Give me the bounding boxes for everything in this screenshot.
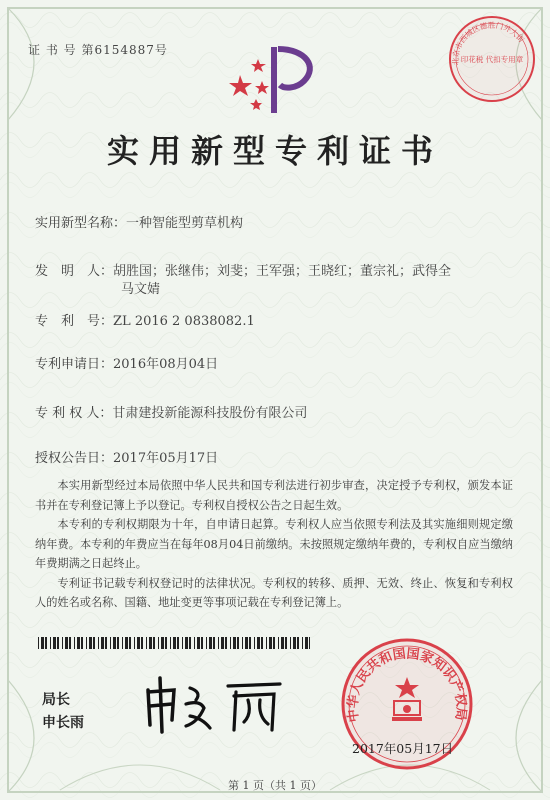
patent-number-value: ZL 2016 2 0838082.1	[113, 314, 255, 329]
seal-text: 中华人民共和国国家知识产权局	[345, 646, 469, 723]
inventor-row	[35, 260, 451, 279]
grant-date-label: 授权公告日：	[35, 451, 114, 466]
director-signature	[140, 670, 290, 740]
stamp-duty-seal-inner: 印花税 代扣专用章	[460, 55, 524, 64]
barcode-bar	[101, 637, 104, 649]
barcode-bar	[194, 637, 195, 649]
utility-model-name-row	[35, 212, 243, 231]
grant-date-row	[35, 447, 218, 466]
barcode-bar	[53, 637, 56, 649]
body-paragraph-2: 本专利的专利权期限为十年，自申请日起算。专利权人应当依照专利法及其实施细则规定缴纳年费。本专利的年费应当在每年08月04日前缴纳。未按照规定缴纳年费的，专利权自应当缴纳年费期满之日起终止。	[35, 518, 513, 570]
barcode-bar	[297, 637, 299, 649]
barcode-bar	[242, 637, 243, 649]
barcode-bar	[125, 637, 128, 649]
barcode-bar	[93, 637, 95, 649]
barcode-bar	[233, 637, 236, 649]
barcode-bar	[38, 637, 39, 649]
certificate-body	[35, 476, 513, 613]
grant-date-value: 2017年05月17日	[113, 451, 219, 466]
barcode-bar	[290, 637, 291, 649]
barcode-bar	[237, 637, 239, 649]
barcode-bar	[218, 637, 219, 649]
barcode-bar	[249, 637, 251, 649]
director-name: 申长雨	[42, 715, 84, 731]
body-paragraph-1: 本实用新型经过本局依照中华人民共和国专利法进行初步审查，决定授予专利权，颁发本证书并在专利登记簿上予以登记。专利权自授权公告之日起生效。	[35, 479, 513, 512]
barcode-bar	[266, 637, 267, 649]
barcode-bar	[201, 637, 203, 649]
barcode-bar	[273, 637, 275, 649]
stamp-duty-seal	[447, 14, 537, 104]
barcode-bar	[182, 637, 183, 649]
body-paragraph-3: 专利证书记载专利权登记时的法律状况。专利权的转移、质押、无效、终止、恢复和专利权人的姓名或名称、国籍、地址变更等事项记载在专利登记簿上。	[35, 576, 513, 609]
barcode	[38, 637, 310, 649]
utility-model-name-label: 实用新型名称：	[35, 216, 127, 231]
barcode-bar	[177, 637, 179, 649]
barcode-bar	[74, 637, 75, 649]
barcode-bar	[170, 637, 171, 649]
barcode-bar	[213, 637, 215, 649]
barcode-bar	[278, 637, 279, 649]
patent-number-row	[35, 310, 255, 329]
barcode-bar	[197, 637, 200, 649]
barcode-bar	[134, 637, 135, 649]
cnipa-logo	[226, 45, 326, 115]
barcode-bar	[153, 637, 155, 649]
barcode-bar	[254, 637, 255, 649]
barcode-bar	[81, 637, 83, 649]
barcode-bar	[158, 637, 159, 649]
barcode-bar	[161, 637, 164, 649]
filing-date-row	[35, 353, 218, 372]
filing-date-value: 2016年08月04日	[113, 357, 219, 372]
barcode-bar	[117, 637, 119, 649]
inventor-label: 发 明 人：	[35, 264, 114, 279]
barcode-bar	[165, 637, 167, 649]
inventor-value-continued: 马文婧	[121, 282, 161, 297]
barcode-bar	[86, 637, 87, 649]
barcode-bar	[105, 637, 107, 649]
barcode-bar	[41, 637, 44, 649]
patentee-label: 专 利 权 人：	[35, 406, 113, 421]
barcode-bar	[261, 637, 263, 649]
barcode-bar	[141, 637, 143, 649]
barcode-bar	[113, 637, 116, 649]
barcode-bar	[293, 637, 296, 649]
barcode-bar	[57, 637, 59, 649]
barcode-bar	[50, 637, 51, 649]
certificate-title: 实用新型专利证书	[106, 132, 443, 170]
barcode-bar	[269, 637, 272, 649]
filing-date-label: 专利申请日：	[35, 357, 114, 372]
barcode-bar	[309, 637, 310, 649]
barcode-bar	[146, 637, 147, 649]
barcode-bar	[122, 637, 123, 649]
barcode-bar	[129, 637, 131, 649]
barcode-bar	[65, 637, 68, 649]
barcode-bar	[185, 637, 188, 649]
patentee-row	[35, 402, 307, 421]
barcode-bar	[302, 637, 303, 649]
barcode-bar	[206, 637, 207, 649]
barcode-bar	[230, 637, 231, 649]
barcode-bar	[98, 637, 99, 649]
page-footer: 第 1 页（共 1 页）	[228, 779, 322, 792]
utility-model-name-value: 一种智能型剪草机构	[126, 216, 244, 231]
barcode-bar	[245, 637, 248, 649]
barcode-bar	[62, 637, 63, 649]
barcode-bar	[285, 637, 287, 649]
barcode-bar	[173, 637, 176, 649]
barcode-bar	[257, 637, 260, 649]
director-title: 局长	[42, 692, 70, 708]
patentee-value: 甘肃建投新能源科技股份有限公司	[112, 406, 308, 421]
stamp-duty-seal-text: 北京市西城区德胜门外大街	[450, 20, 526, 66]
inventor-value: 胡胜国；张继伟；刘斐；王军强；王晓红；董宗礼；武得全	[113, 264, 452, 279]
barcode-bar	[45, 637, 47, 649]
barcode-bar	[305, 637, 308, 649]
barcode-bar	[281, 637, 284, 649]
barcode-bar	[69, 637, 71, 649]
barcode-bar	[225, 637, 227, 649]
barcode-bar	[221, 637, 224, 649]
barcode-bar	[89, 637, 92, 649]
barcode-bar	[209, 637, 212, 649]
barcode-bar	[189, 637, 191, 649]
barcode-bar	[77, 637, 80, 649]
barcode-bar	[137, 637, 140, 649]
certificate-number: 证 书 号 第6154887号	[28, 43, 168, 57]
patent-number-label: 专 利 号：	[35, 314, 114, 329]
barcode-bar	[110, 637, 111, 649]
seal-date: 2017年05月17日	[352, 741, 454, 756]
barcode-bar	[149, 637, 152, 649]
